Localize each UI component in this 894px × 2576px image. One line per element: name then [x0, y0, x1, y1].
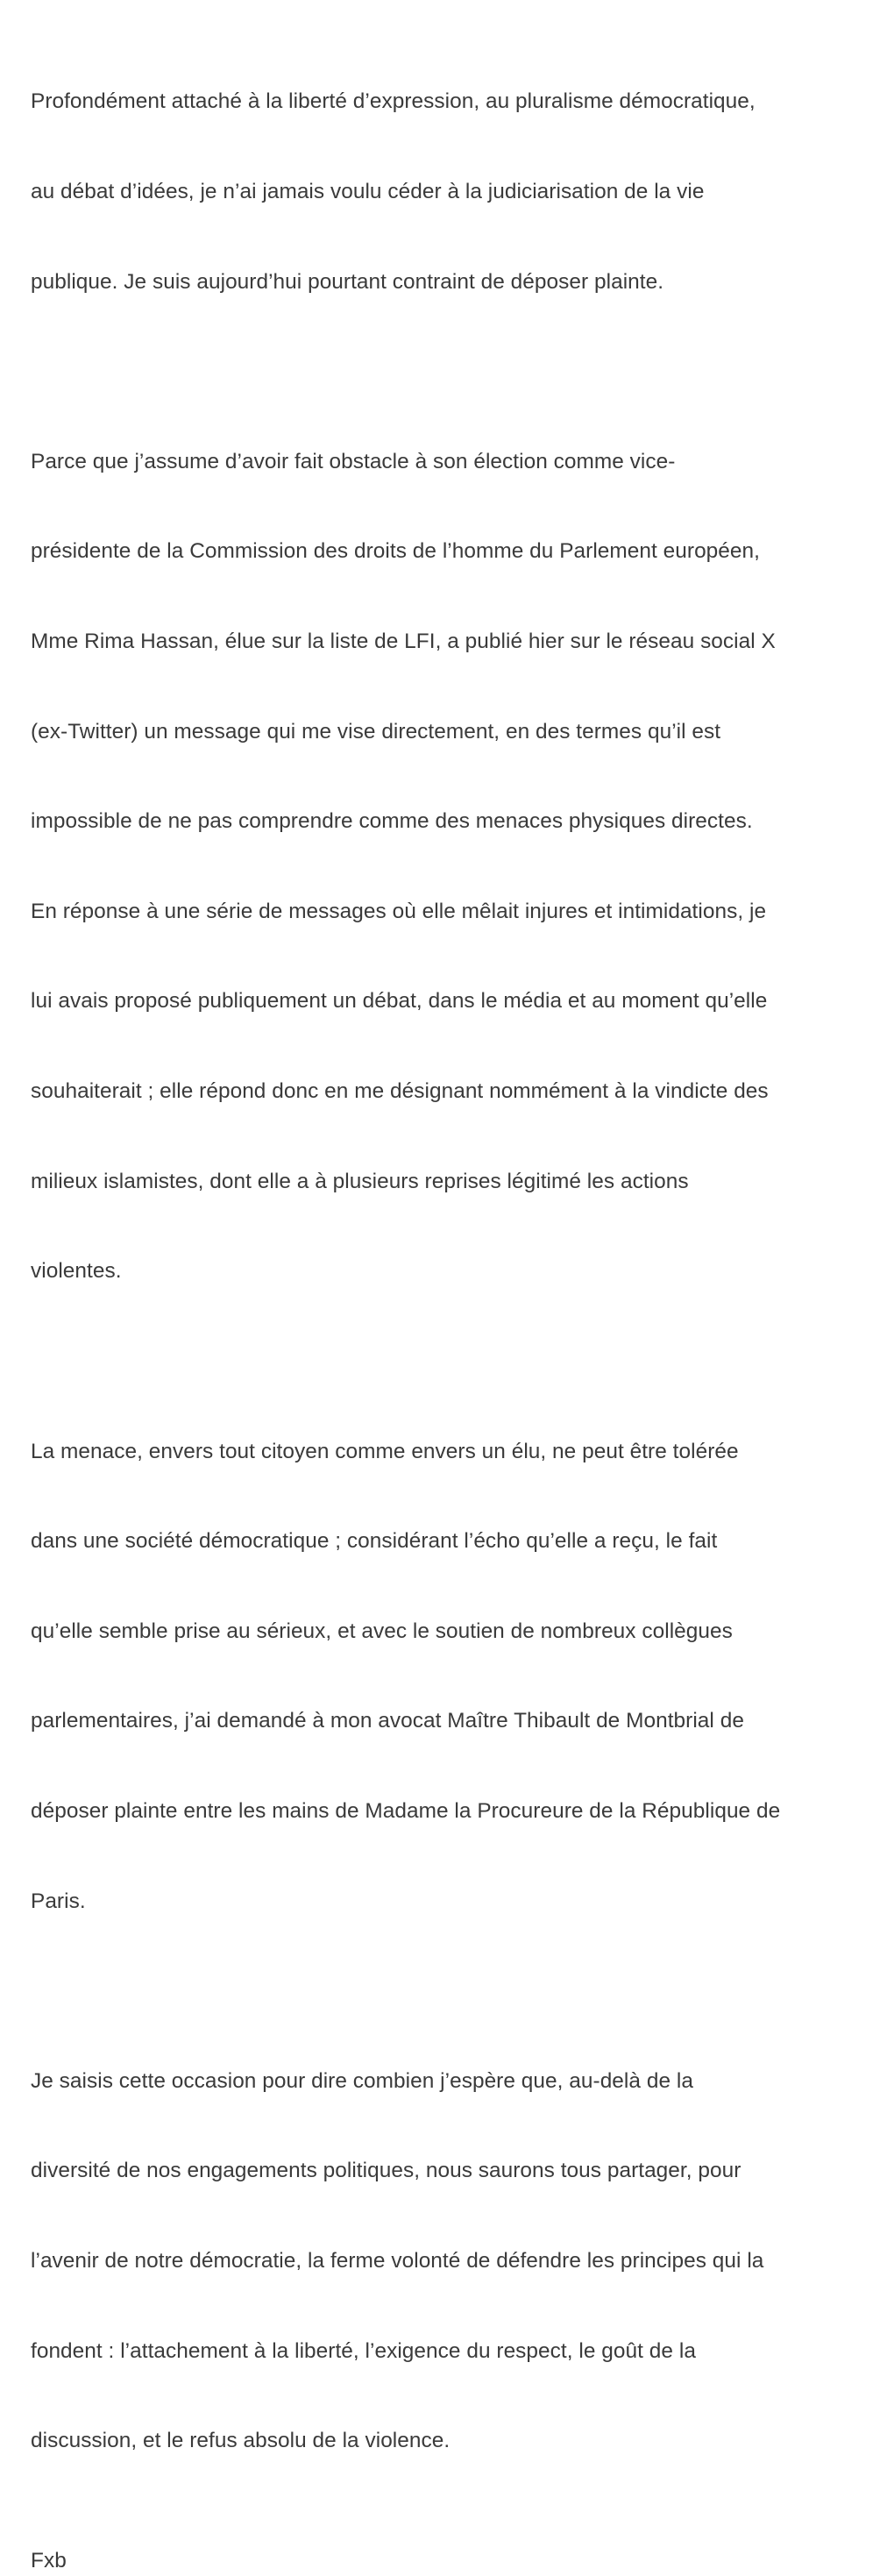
paragraph-1: [31, 27, 872, 357]
text-line: Paris.: [31, 1889, 86, 1913]
text-line: publique. Je suis aujourd’hui pourtant contraint de déposer plainte.: [31, 269, 664, 294]
text-line: Profondément attaché à la liberté d’expression, au pluralisme démocratique,: [31, 89, 756, 114]
text-line: lui avais proposé publiquement un débat, dans le média et au moment qu’elle: [31, 989, 768, 1014]
text-line: souhaiterait ; elle répond donc en me désignant nommément à la vindicte des: [31, 1079, 769, 1104]
text-line: diversité de nos engagements politiques, nous saurons tous partager, pour: [31, 2159, 741, 2183]
text-line: l’avenir de notre démocratie, la ferme volonté de défendre les principes qui la: [31, 2248, 764, 2273]
text-line: (ex-Twitter) un message qui me vise directement, en des termes qu’il est: [31, 719, 721, 744]
text-line: discussion, et le refus absolu de la violence.: [31, 2429, 451, 2453]
text-line: Mme Rima Hassan, élue sur la liste de LFI, a publié hier sur le réseau social X: [31, 630, 776, 654]
text-line: dans une société démocratique ; considérant l’écho qu’elle a reçu, le fait: [31, 1529, 718, 1554]
text-line: présidente de la Commission des droits de l’homme du Parlement européen,: [31, 539, 760, 564]
text-line: milieux islamistes, dont elle a à plusieurs reprises légitimé les actions: [31, 1169, 689, 1193]
paragraph-2: [31, 387, 872, 1347]
text-line: violentes.: [31, 1259, 122, 1284]
text-line: En réponse à une série de messages où elle mêlait injures et intimidations, je: [31, 899, 767, 923]
text-line: qu’elle semble prise au sérieux, et avec le soutien de nombreux collègues: [31, 1619, 733, 1643]
text-line: impossible de ne pas comprendre comme des menaces physiques directes.: [31, 809, 753, 834]
text-line: fondent : l’attachement à la liberté, l’exigence du respect, le goût de la: [31, 2338, 696, 2363]
text-line: au débat d’idées, je n’ai jamais voulu céder à la judiciarisation de la vie: [31, 180, 705, 204]
text-line: déposer plainte entre les mains de Madame la Procureure de la République de: [31, 1798, 781, 1823]
text-line: parlementaires, j’ai demandé à mon avocat Maître Thibault de Montbrial de: [31, 1709, 744, 1733]
text-line: La menace, envers tout citoyen comme envers un élu, ne peut être tolérée: [31, 1439, 739, 1463]
text-line: Je saisis cette occasion pour dire combien j’espère que, au-delà de la: [31, 2068, 693, 2093]
text-line: Parce que j’assume d’avoir fait obstacle à son élection comme vice-: [31, 449, 676, 473]
signature: Fxb: [31, 2549, 67, 2572]
statement-document: [31, 27, 872, 2576]
paragraph-4: [31, 2006, 872, 2516]
paragraph-3: [31, 1377, 872, 1976]
